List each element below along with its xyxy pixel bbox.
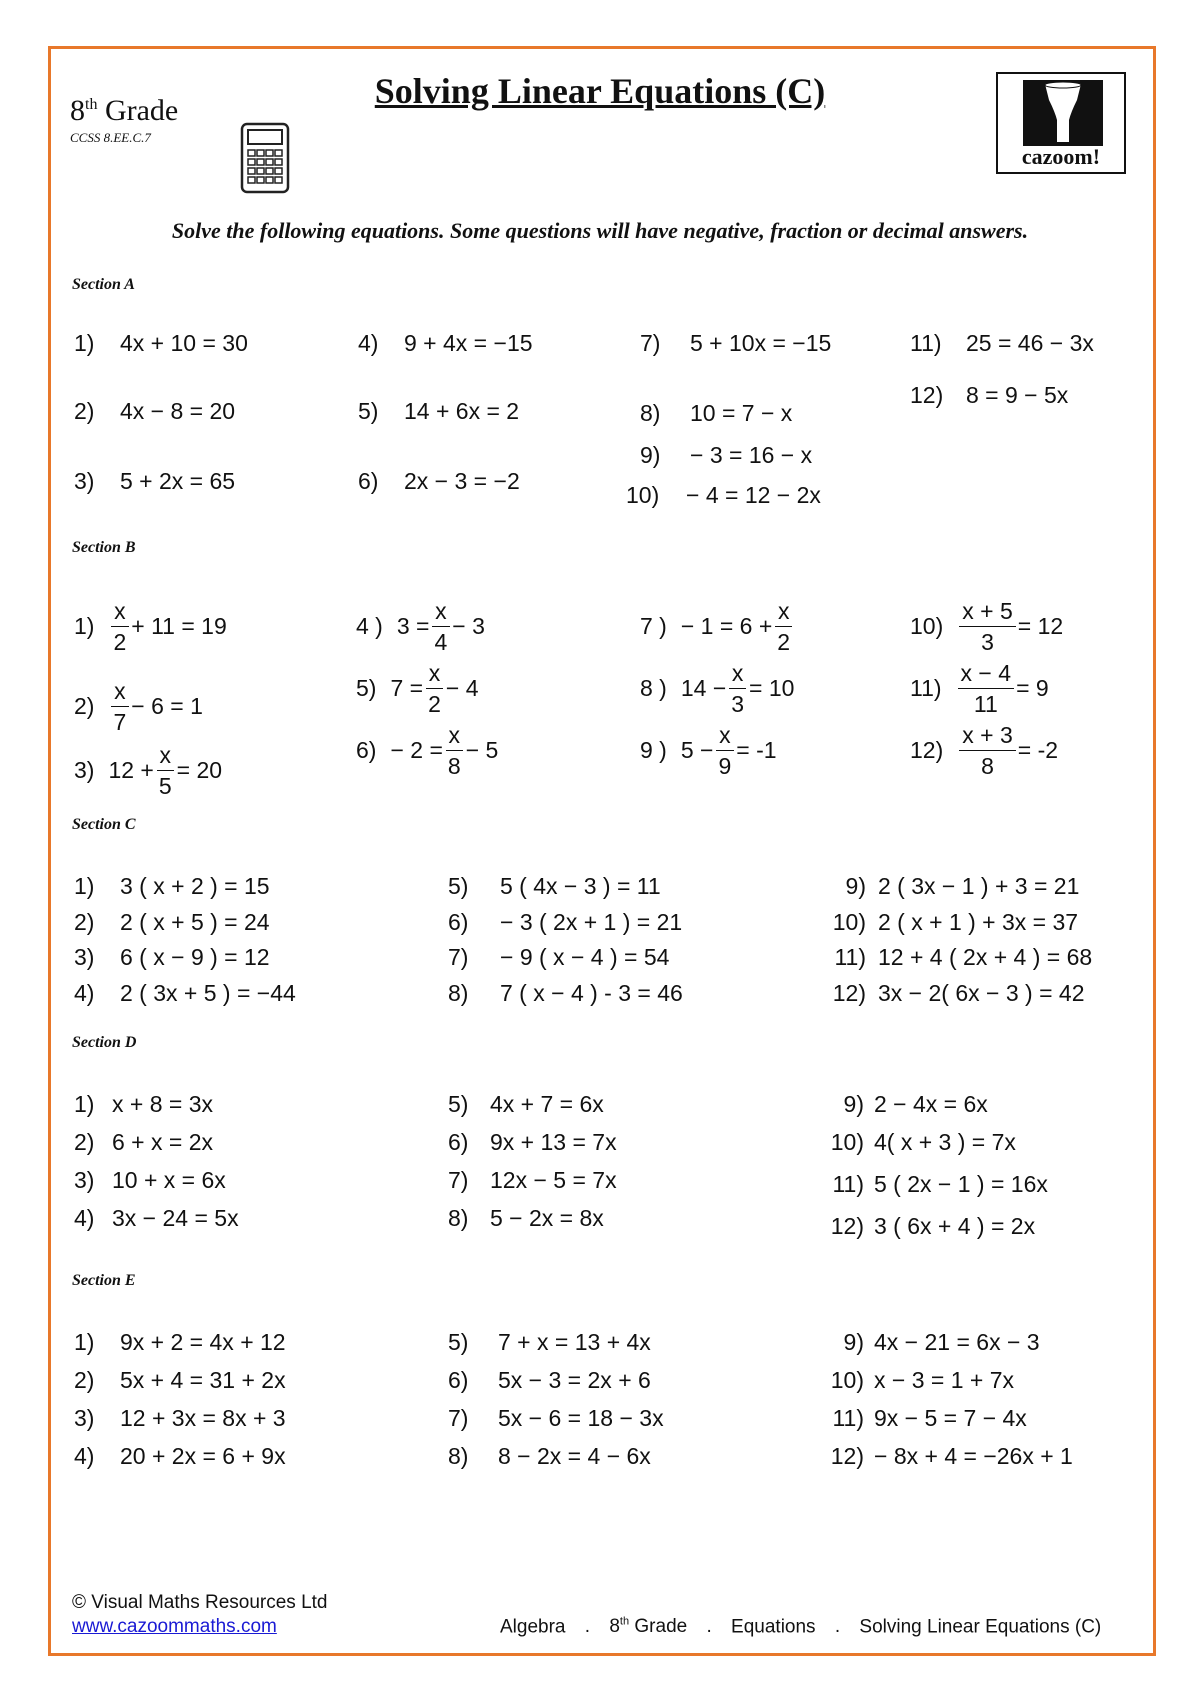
question-e-9: 9) 4x − 21 = 6x − 3 — [843, 1329, 1040, 1355]
question-c-9: 9) 2 ( 3x − 1 ) + 3 = 21 — [845, 873, 1080, 899]
cazoom-logo — [996, 72, 1126, 174]
question-e-2: 2) 5x + 4 = 31 + 2x — [74, 1367, 286, 1393]
breadcrumb-equations: Equations — [731, 1616, 816, 1638]
question-d-11: 11) 5 ( 2x − 1 ) = 16x — [832, 1171, 1048, 1197]
ccss-code: CCSS 8.EE.C.7 — [70, 130, 151, 145]
question-a-9: 9) − 3 = 16 − x — [640, 442, 813, 468]
question-c-1: 1) 3 ( x + 2 ) = 15 — [74, 873, 270, 899]
question-b-9: 9 ) 5 − $\frac{x}{9}$ = -1 — [640, 722, 777, 779]
logo-text: cazoom! — [1021, 144, 1101, 169]
question-a-4: 4) 9 + 4x = −15 — [358, 330, 533, 356]
question-b-11: 11) $\frac{x - 4}{11}$ = 9 — [910, 660, 1049, 717]
question-e-6: 6) 5x − 3 = 2x + 6 — [448, 1367, 651, 1393]
fraction: $\frac{x}{2}$ — [774, 596, 793, 657]
question-b-4: 4 ) 3 = $\frac{x}{4}$ − 3 — [356, 598, 485, 655]
question-c-7: 7) − 9 ( x − 4 ) = 54 — [448, 944, 670, 970]
fraction: $\frac{x}{2}$ — [425, 658, 444, 719]
question-e-3: 3) 12 + 3x = 8x + 3 — [74, 1405, 286, 1431]
drum-icon — [1023, 80, 1103, 146]
section-a-label: Section A — [72, 276, 135, 293]
breadcrumb-topic: Solving Linear Equations (C) — [859, 1616, 1102, 1638]
grade-label: 8th Grade — [70, 94, 179, 127]
question-c-2: 2) 2 ( x + 5 ) = 24 — [74, 909, 270, 935]
question-c-6: 6) − 3 ( 2x + 1 ) = 21 — [448, 909, 683, 935]
question-b-10: 10) $\frac{x + 5}{3}$ = 12 — [910, 598, 1064, 655]
question-e-1: 1) 9x + 2 = 4x + 12 — [74, 1329, 286, 1355]
question-e-7: 7) 5x − 6 = 18 − 3x — [448, 1405, 664, 1431]
question-e-8: 8) 8 − 2x = 4 − 6x — [448, 1443, 651, 1469]
fraction: $\frac{x}{8}$ — [445, 720, 464, 781]
question-c-10: 10) 2 ( x + 1 ) + 3x = 37 — [832, 909, 1079, 935]
fraction: $\frac{x}{5}$ — [156, 740, 175, 801]
question-e-12: 12) − 8x + 4 = −26x + 1 — [830, 1443, 1073, 1469]
question-c-12: 12) 3x − 2( 6x − 3 ) = 42 — [832, 980, 1085, 1006]
question-a-12: 12) 8 = 9 − 5x — [910, 382, 1069, 408]
fraction: $\frac{x}{4}$ — [431, 596, 450, 657]
question-a-7: 7) 5 + 10x = −15 — [640, 330, 832, 356]
fraction: $\frac{x}{2}$ — [110, 596, 129, 657]
fraction: $\frac{x + 5}{3}$ — [959, 596, 1016, 657]
fraction: $\frac{x}{9}$ — [715, 720, 734, 781]
question-a-2: 2) 4x − 8 = 20 — [74, 398, 236, 424]
question-d-6: 6) 9x + 13 = 7x — [448, 1129, 617, 1155]
question-b-2: 2) $\frac{x}{7}$ − 6 = 1 — [74, 678, 203, 735]
question-d-5: 5) 4x + 7 = 6x — [448, 1091, 604, 1117]
copyright: © Visual Maths Resources Ltd — [72, 1592, 328, 1613]
question-a-6: 6) 2x − 3 = −2 — [358, 468, 520, 494]
question-d-4: 4) 3x − 24 = 5x — [74, 1205, 239, 1231]
question-d-1: 1) x + 8 = 3x — [74, 1091, 214, 1117]
question-e-11: 11) 9x − 5 = 7 − 4x — [832, 1405, 1027, 1431]
question-d-10: 10) 4( x + 3 ) = 7x — [830, 1129, 1016, 1155]
question-e-5: 5) 7 + x = 13 + 4x — [448, 1329, 651, 1355]
section-d-label: Section D — [72, 1034, 137, 1051]
fraction: $\frac{x - 4}{11}$ — [958, 658, 1015, 719]
question-d-2: 2) 6 + x = 2x — [74, 1129, 214, 1155]
fraction: $\frac{x}{3}$ — [728, 658, 747, 719]
question-c-5: 5) 5 ( 4x − 3 ) = 11 — [448, 873, 661, 899]
question-a-1: 1) 4x + 10 = 30 — [74, 330, 248, 356]
question-c-8: 8) 7 ( x − 4 ) - 3 = 46 — [448, 980, 683, 1006]
question-d-3: 3) 10 + x = 6x — [74, 1167, 226, 1193]
breadcrumb-grade: 8th Grade — [609, 1616, 688, 1638]
page-title: Solving Linear Equations (C) — [374, 71, 826, 111]
question-e-4: 4) 20 + 2x = 6 + 9x — [74, 1443, 286, 1469]
question-b-3: 3) 12 + $\frac{x}{5}$ = 20 — [74, 742, 223, 799]
breadcrumb-algebra: Algebra — [500, 1616, 566, 1638]
question-b-6: 6) − 2 = $\frac{x}{8}$ − 5 — [356, 722, 499, 779]
question-b-1: 1) $\frac{x}{2}$ + 11 = 19 — [74, 598, 227, 655]
question-d-7: 7) 12x − 5 = 7x — [448, 1167, 617, 1193]
fraction: $\frac{x}{7}$ — [110, 676, 129, 737]
question-a-3: 3) 5 + 2x = 65 — [74, 468, 236, 494]
section-e-label: Section E — [72, 1272, 136, 1289]
question-b-7: 7 ) − 1 = 6 + $\frac{x}{2}$ — [640, 596, 795, 657]
question-d-8: 8) 5 − 2x = 8x — [448, 1205, 604, 1231]
question-c-3: 3) 6 ( x − 9 ) = 12 — [74, 944, 270, 970]
question-a-10: 10) − 4 = 12 − 2x — [626, 482, 821, 508]
breadcrumb: Algebra . 8th Grade . Equations . Solving Linear Equations (C) — [500, 1616, 1102, 1638]
question-a-11: 11) 25 = 46 − 3x — [910, 330, 1094, 356]
question-b-5: 5) 7 = $\frac{x}{2}$ − 4 — [356, 660, 479, 717]
question-d-9: 9) 2 − 4x = 6x — [843, 1091, 988, 1117]
question-b-12: 12) $\frac{x + 3}{8}$ = -2 — [910, 722, 1059, 779]
question-c-11: 11) 12 + 4 ( 2x + 4 ) = 68 — [834, 944, 1093, 970]
question-a-5: 5) 14 + 6x = 2 — [358, 398, 520, 424]
calculator-icon — [240, 122, 290, 194]
fraction: $\frac{x + 3}{8}$ — [959, 720, 1016, 781]
question-c-4: 4) 2 ( 3x + 5 ) = −44 — [74, 980, 296, 1006]
section-c-label: Section C — [72, 816, 136, 833]
instructions: Solve the following equations. Some questions will have negative, fraction or decimal answers. — [171, 218, 1029, 243]
website-link[interactable]: www.cazoommaths.com — [72, 1616, 277, 1637]
question-b-8: 8 ) 14 − $\frac{x}{3}$ = 10 — [640, 660, 795, 717]
section-b-label: Section B — [72, 539, 136, 556]
question-a-8: 8) 10 = 7 − x — [640, 400, 793, 426]
question-d-12: 12) 3 ( 6x + 4 ) = 2x — [830, 1213, 1036, 1239]
question-e-10: 10) x − 3 = 1 + 7x — [830, 1367, 1015, 1393]
